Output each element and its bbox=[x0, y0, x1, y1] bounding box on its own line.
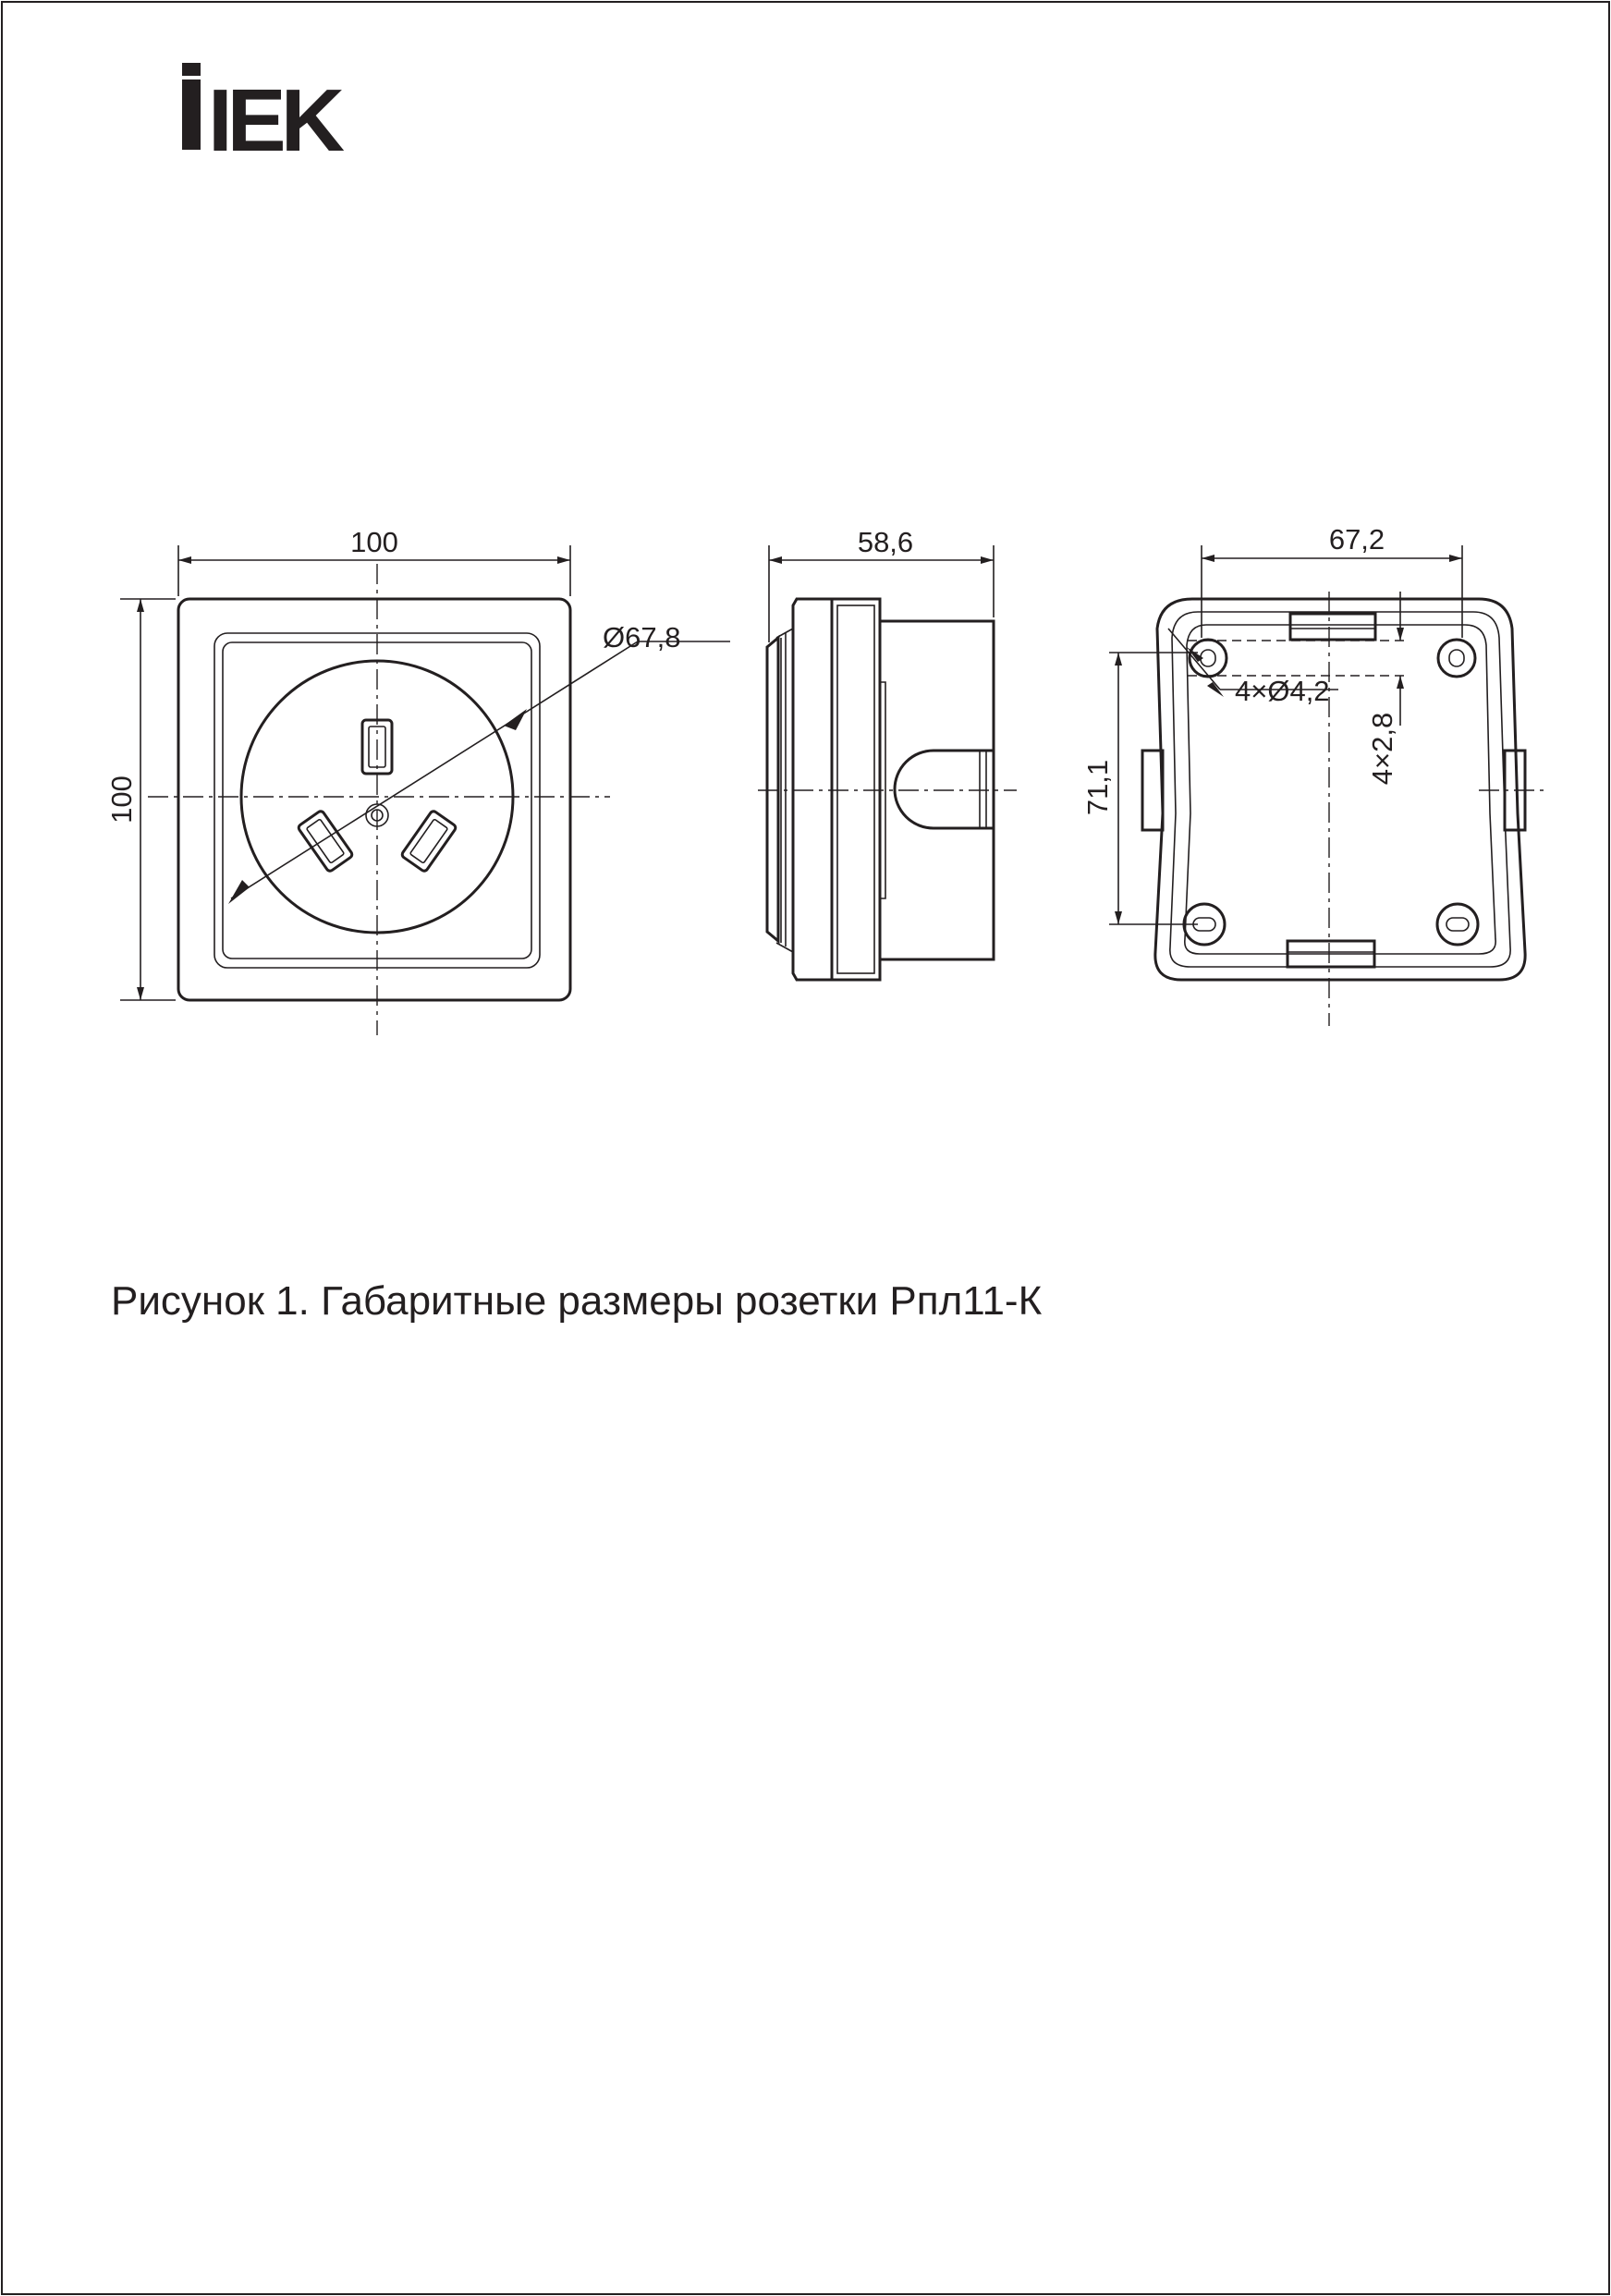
back-holes-label: 4×Ø4,2 bbox=[1235, 675, 1330, 707]
back-slots-label: 4×2,8 bbox=[1366, 712, 1398, 786]
front-view bbox=[105, 526, 730, 1035]
front-height-label: 100 bbox=[105, 776, 138, 824]
front-width-label: 100 bbox=[350, 526, 398, 558]
front-diameter-label: Ø67,8 bbox=[603, 621, 681, 653]
back-view bbox=[1081, 523, 1544, 1026]
side-view bbox=[758, 526, 1017, 980]
side-depth-label: 58,6 bbox=[857, 526, 914, 558]
iek-logo bbox=[182, 63, 345, 170]
back-height-label: 71,1 bbox=[1081, 759, 1114, 816]
figure-caption: Рисунок 1. Габаритные размеры розетки Рпл11-К bbox=[111, 1278, 1043, 1324]
logo-text: IEK bbox=[208, 71, 340, 170]
sheet-border bbox=[2, 2, 1609, 2294]
back-width-label: 67,2 bbox=[1328, 523, 1385, 556]
